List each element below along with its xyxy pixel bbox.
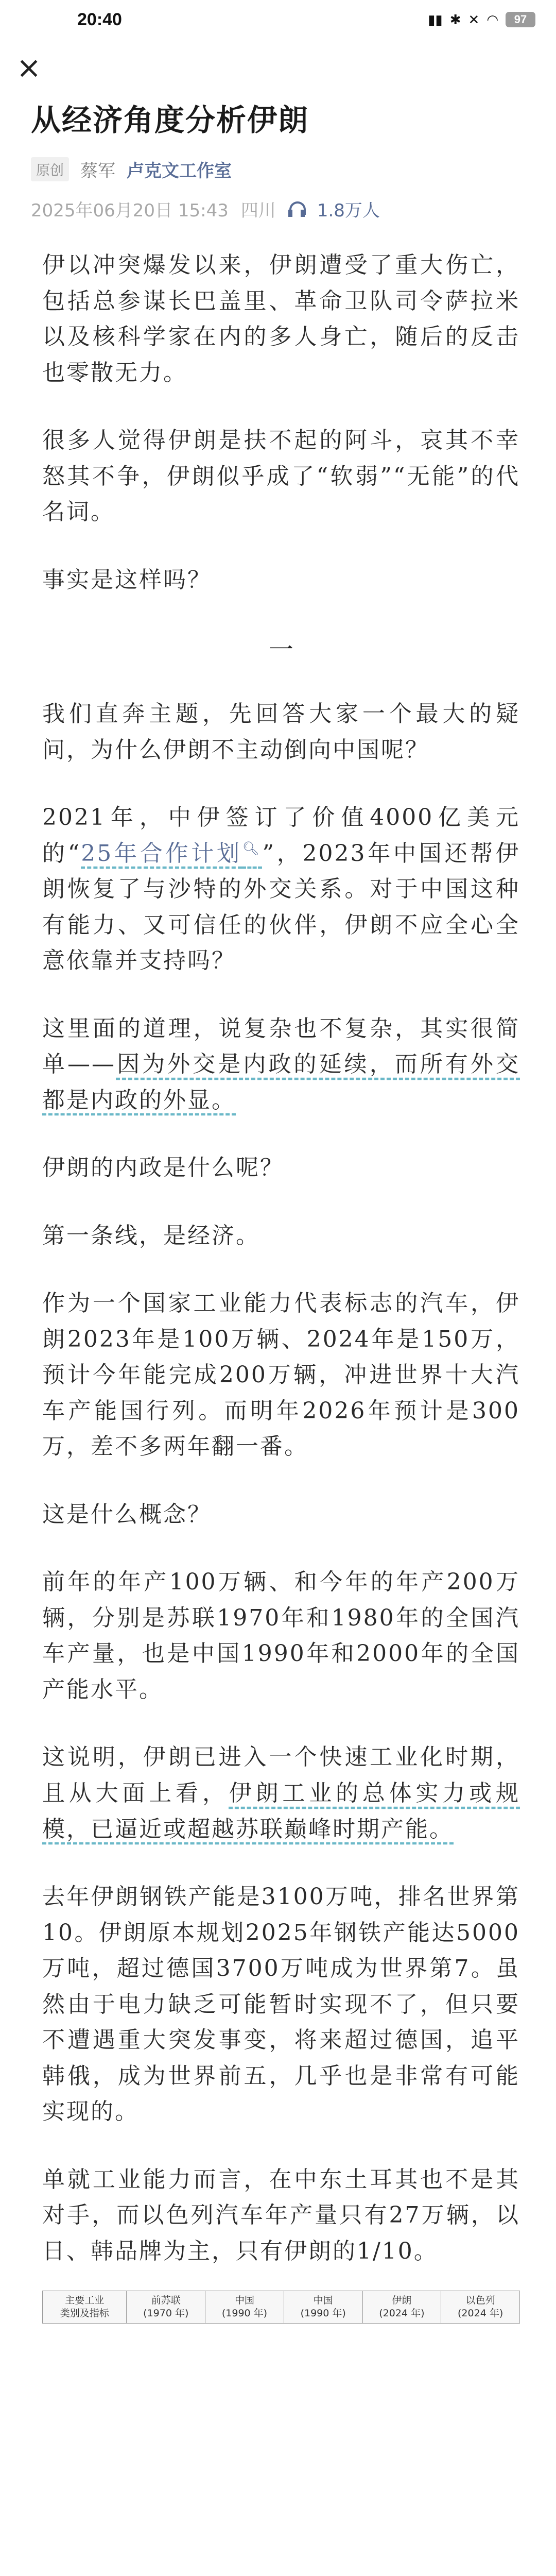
account-link[interactable]: 卢克文工作室 (127, 161, 232, 181)
header-line: 伊朗 (392, 2295, 412, 2307)
status-bar (0, 0, 556, 39)
paragraph: 单就工业能力而言，在中东土耳其也不是其对手，而以色列汽车年产量只有27万辆，以日、韩品牌为主，只有伊朗的1/10。 (42, 2166, 520, 2264)
header-line: 前苏联 (151, 2295, 181, 2307)
table-header-cell (284, 2291, 362, 2323)
publish-datetime: 2025年06月20日 15:43 (31, 200, 229, 221)
status-time: 20:40 (77, 9, 122, 29)
search-icon: 🔍︎ (242, 841, 263, 857)
nav-bar (0, 39, 556, 96)
industry-comparison-table (42, 2291, 520, 2323)
article-meta-secondary (31, 196, 525, 222)
publish-location: 四川 (240, 200, 276, 221)
bluetooth-icon: ✱ (449, 11, 461, 27)
mute-icon: ✕ (468, 11, 480, 27)
header-line: 以色列 (465, 2295, 495, 2307)
table-header-row (43, 2291, 520, 2323)
author-name: 蔡军 (80, 161, 115, 181)
paragraph: 作为一个国家工业能力代表标志的汽车，伊朗2023年是100万辆、2024年是150万，预计今年能完成200万辆，冲进世界十大汽车产能国行列。而明年2026年预计是300万，差不多两年翻一番。 (42, 1290, 520, 1460)
paragraph: 我们直奔主题，先回答大家一个最大的疑问，为什么伊朗不主动倒向中国呢？ (42, 701, 520, 763)
table-header-cell (362, 2291, 441, 2323)
section-marker: 一 (268, 635, 293, 665)
article-title: 从经济角度分析伊朗 (31, 103, 309, 138)
paragraph-text: ”，2023年中国还帮伊朗恢复了与沙特的外交关系。对于中国这种有能力、又可信任的伙伴，伊朗不应全心全意依靠并支持吗？ (42, 840, 520, 974)
article (0, 96, 556, 2324)
table-header-cell (441, 2291, 520, 2323)
status-icons (428, 12, 535, 28)
cooperation-plan-link-text: 25年合作计划 (81, 840, 242, 867)
table-header-cell (43, 2291, 127, 2323)
headphone-icon (288, 201, 305, 217)
listen-count: 1.8万人 (317, 200, 380, 221)
paragraph-text: 2021年，中伊签订了价值4000亿美元的“ (42, 804, 520, 867)
header-line: 类别及指标 (60, 2307, 109, 2319)
header-line: (2024 年) (379, 2307, 425, 2319)
paragraph: 伊以冲突爆发以来，伊朗遭受了重大伤亡，包括总参谋长巴盖里、革命卫队司令萨拉米以及核科学家在内的多人身亡，随后的反击也零散无力。 (42, 252, 520, 386)
paragraph: 这是什么概念？ (42, 1501, 212, 1528)
paragraph (42, 1739, 520, 1847)
article-meta (31, 157, 525, 182)
header-line: 中国 (313, 2295, 333, 2307)
paragraph-text: 这里面的道理，说复杂也不复杂，其实很简单—— (42, 1015, 520, 1078)
paragraph: 事实是这样吗？ (42, 566, 212, 593)
cooperation-plan-link[interactable] (81, 840, 262, 867)
paragraph (42, 1011, 520, 1118)
wifi-icon: ◠ (486, 11, 498, 27)
header-line: (1990 年) (221, 2307, 268, 2319)
table-header-cell (127, 2291, 205, 2323)
listen-button[interactable] (288, 196, 392, 222)
highlighted-text: 伊朗工业的总体实力或规模，已逼近或超越苏联巅峰时期产能。 (42, 1780, 520, 1842)
paragraph: 前年的年产100万辆、和今年的年产200万辆，分别是苏联1970年和1980年的全国汽车产量，也是中国1990年和2000年的全国产能水平。 (42, 1569, 520, 1703)
highlighted-text: 因为外交是内政的延续，而所有外交都是内政的外显。 (42, 1051, 520, 1113)
table-header-cell (205, 2291, 284, 2323)
article-body (31, 247, 525, 2324)
header-line: (2024 年) (458, 2307, 503, 2319)
signal-icon: ▮▮ (428, 11, 443, 27)
paragraph: 第一条线，是经济。 (42, 1222, 260, 1249)
header-line: 中国 (234, 2295, 254, 2307)
paragraph: 去年伊朗钢铁产能是3100万吨，排名世界第10。伊朗原本规划2025年钢铁产能达5000万吨，超过德国3700万吨成为世界第7。虽然由于电力缺乏可能暂时实现不了，但只要不遭遇重大突发事变，将来超过德国，追平韩俄，成为世界前五，几乎也是非常有可能实现的。 (42, 1884, 520, 2125)
paragraph: 伊朗的内政是什么呢？ (42, 1155, 284, 1181)
original-tag: 原创 (31, 157, 69, 181)
close-icon[interactable]: × (16, 50, 42, 85)
header-line: (1970 年) (143, 2307, 189, 2319)
battery-icon: 97 (506, 12, 535, 27)
header-line: 主要工业 (65, 2295, 105, 2307)
paragraph-text: 这说明，伊朗已进入一个快速工业化时期，且从大面上看， (42, 1744, 520, 1806)
paragraph: 很多人觉得伊朗是扶不起的阿斗，哀其不幸怒其不争，伊朗似乎成了“软弱”“无能”的代名词。 (42, 427, 520, 526)
paragraph (42, 800, 520, 979)
header-line: (1990 年) (300, 2307, 346, 2319)
